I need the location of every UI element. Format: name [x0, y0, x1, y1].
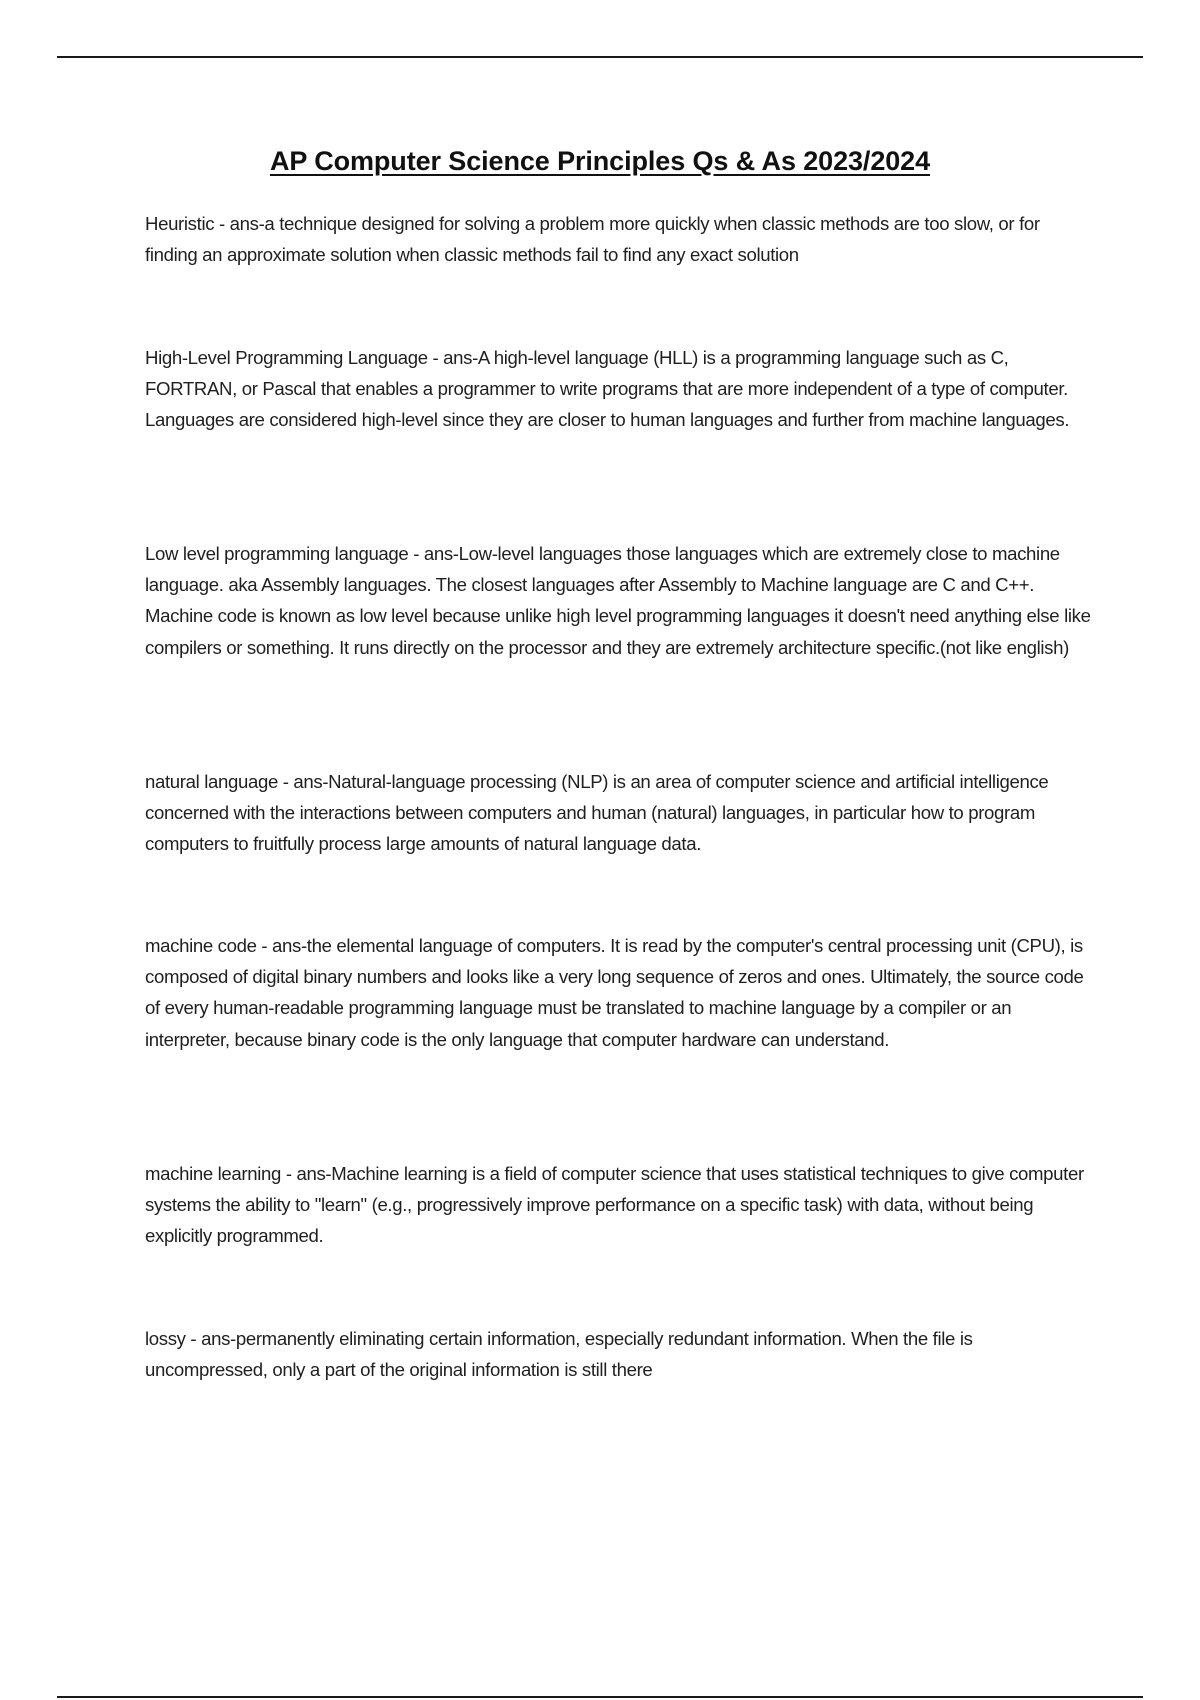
page-title: AP Computer Science Principles Qs & As 2023/2024 — [269, 146, 930, 176]
qa-entry-lossy: lossy - ans-permanently eliminating certain information, especially redundant information. When the file is uncompressed, only a part of the original information is still there — [145, 1328, 973, 1381]
top-rule — [57, 56, 1143, 58]
qa-entry-heuristic: Heuristic - ans-a technique designed for solving a problem more quickly when classic methods are too slow, or for finding an approximate solution when classic methods fail to find any exact solution — [145, 213, 1040, 266]
bottom-rule — [57, 1696, 1143, 1698]
qa-entry-high-level-language: High-Level Programming Language - ans-A high-level language (HLL) is a programming language such as C, FORTRAN, or Pascal that enables a programmer to write programs that are more independent of a type of computer. Languages are considered high-level since they are closer to human languages and further from machine languages. — [145, 347, 1070, 431]
qa-entry-machine-code: machine code - ans-the elemental language of computers. It is read by the computer's central processing unit (CPU), is composed of digital binary numbers and looks like a very long sequence of zeros and ones. Ultimately, the source code of every human-readable programming language must be translated to machine language by a compiler or an interpreter, because binary code is the only language that computer hardware can understand. — [145, 935, 1084, 1050]
qa-entry-machine-learning: machine learning - ans-Machine learning is a field of computer science that uses statistical techniques to give computer systems the ability to "learn" (e.g., progressively improve performance on a specific task) with data, without being explicitly programmed. — [145, 1163, 1084, 1247]
qa-entry-low-level-language: Low level programming language - ans-Low-level languages those languages which are extremely close to machine language. aka Assembly languages. The closest languages after Assembly to Machine language are C and C++. Machine code is known as low level because unlike high level programming languages it doesn't need anything else like compilers or something. It runs directly on the processor and they are extremely architecture specific.(not like english) — [145, 543, 1091, 658]
qa-entry-natural-language: natural language - ans-Natural-language processing (NLP) is an area of computer science and artificial intelligence concerned with the interactions between computers and human (natural) languages, in particular how to program computers to fruitfully process large amounts of natural language data. — [145, 771, 1049, 855]
